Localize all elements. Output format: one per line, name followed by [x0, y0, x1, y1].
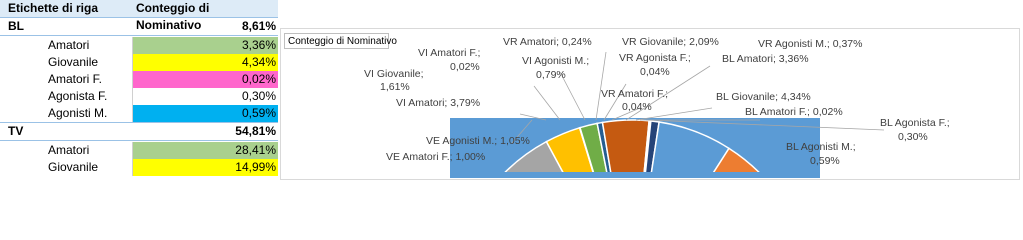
- data-label[interactable]: VR Amatori F.;: [601, 88, 669, 100]
- data-label[interactable]: VR Amatori; 0,24%: [503, 36, 592, 48]
- row-value[interactable]: 0,30%: [132, 88, 278, 105]
- row-label[interactable]: BL: [8, 19, 24, 33]
- header-row-labels[interactable]: Etichette di riga: [8, 1, 99, 15]
- pie-slice[interactable]: [602, 120, 649, 172]
- data-label[interactable]: VI Amatori F.;: [418, 47, 481, 59]
- data-label[interactable]: VR Agonisti M.; 0,37%: [758, 38, 863, 50]
- data-label[interactable]: VI Agonisti M.;: [522, 55, 590, 67]
- row-value[interactable]: 0,02%: [132, 71, 278, 88]
- row-label[interactable]: Agonisti M.: [48, 106, 108, 120]
- leader-line: [596, 52, 606, 120]
- data-label[interactable]: 0,79%: [536, 69, 566, 81]
- leader-line: [520, 114, 546, 120]
- row-label[interactable]: Amatori: [48, 38, 90, 52]
- data-label[interactable]: 0,02%: [450, 61, 480, 73]
- row-value[interactable]: 54,81%: [235, 124, 276, 138]
- row-value[interactable]: 3,36%: [132, 37, 278, 54]
- data-label[interactable]: VR Agonista F.;: [619, 52, 691, 64]
- data-label[interactable]: BL Agonista F.;: [880, 117, 950, 129]
- data-label[interactable]: VI Giovanile;: [364, 68, 424, 80]
- data-label[interactable]: VE Agonisti M.; 1,05%: [426, 135, 530, 147]
- row-label[interactable]: Agonista F.: [48, 89, 108, 103]
- row-label[interactable]: Amatori F.: [48, 72, 103, 86]
- header-count[interactable]: Conteggio di Nominativo: [136, 1, 210, 32]
- row-label[interactable]: Giovanile: [48, 55, 99, 69]
- row-value[interactable]: 14,99%: [132, 159, 278, 176]
- row-value[interactable]: 28,41%: [132, 142, 278, 159]
- data-label[interactable]: 0,30%: [898, 131, 928, 143]
- data-label[interactable]: VI Amatori; 3,79%: [396, 97, 481, 109]
- data-label[interactable]: BL Amatori; 3,36%: [722, 53, 809, 65]
- chart-title[interactable]: Conteggio di Nominativo: [284, 33, 389, 49]
- data-label[interactable]: VE Amatori F.; 1,00%: [386, 151, 486, 163]
- data-label[interactable]: BL Amatori F.; 0,02%: [745, 106, 843, 118]
- data-label[interactable]: 0,59%: [810, 155, 840, 167]
- leader-line: [534, 86, 560, 120]
- data-label[interactable]: 0,04%: [622, 101, 652, 113]
- data-label[interactable]: BL Giovanile; 4,34%: [716, 91, 811, 103]
- data-label[interactable]: VR Giovanile; 2,09%: [622, 36, 719, 48]
- row-value[interactable]: 0,59%: [132, 105, 278, 122]
- row-value[interactable]: 4,34%: [132, 54, 278, 71]
- row-label[interactable]: Giovanile: [48, 160, 99, 174]
- row-label[interactable]: Amatori: [48, 143, 90, 157]
- row-value[interactable]: 8,61%: [241, 19, 276, 33]
- row-label[interactable]: TV: [8, 124, 24, 138]
- data-label[interactable]: 0,04%: [640, 66, 670, 78]
- data-label[interactable]: BL Agonisti M.;: [786, 141, 856, 153]
- data-label[interactable]: 1,61%: [380, 81, 410, 93]
